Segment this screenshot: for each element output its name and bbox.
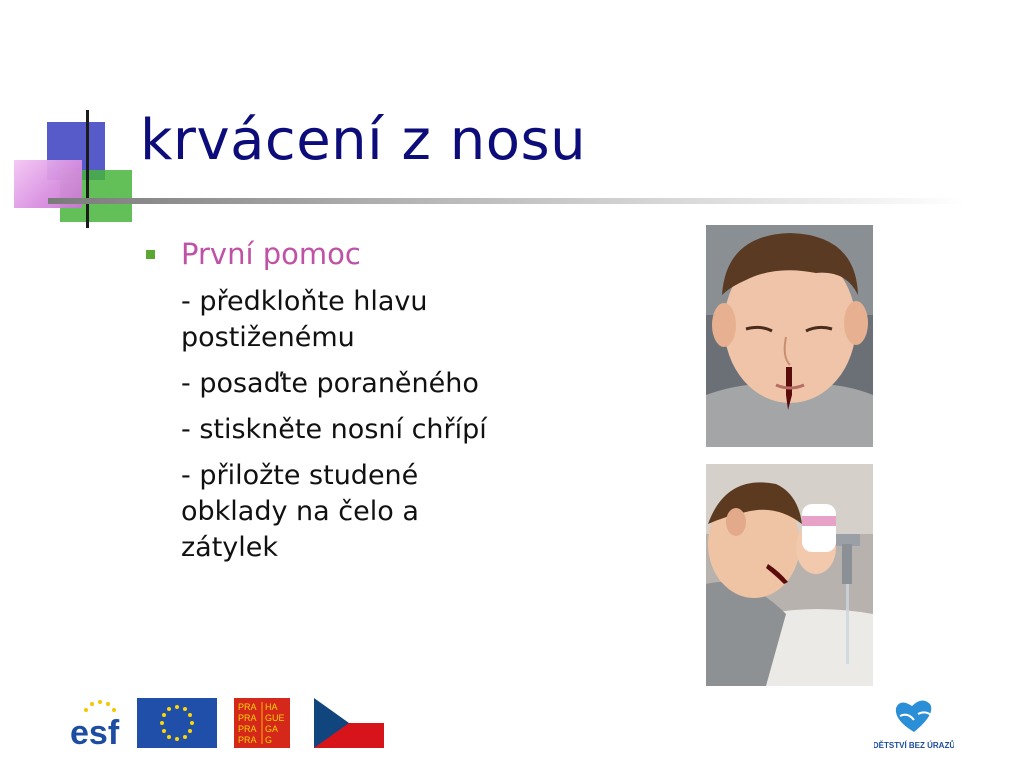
decor-vertical-line	[86, 110, 89, 228]
praha-cell-8: G	[265, 735, 273, 745]
logo-praha	[234, 698, 290, 748]
slide-title: krvácení z nosu	[140, 108, 587, 173]
praha-cell-3: PRA	[238, 713, 257, 723]
logo-esf	[68, 698, 130, 748]
photo-boy-sink	[706, 464, 873, 686]
praha-cell-7: PRA	[238, 735, 257, 745]
praha-cell-6: GA	[265, 724, 279, 734]
sub-line-1: - předkloňte hlavu postiženému	[181, 286, 428, 353]
bullet-square-icon	[146, 250, 155, 259]
logo-detstvi-bez-urazu	[874, 694, 954, 752]
photo-boy-nosebleed	[706, 225, 873, 447]
sub-line-3: - stiskněte nosní chřípí	[181, 414, 487, 445]
logo-eu-flag	[137, 698, 217, 748]
praha-cell-2: HA	[265, 702, 278, 712]
title-underline	[48, 198, 968, 204]
logo-czech-flag	[314, 698, 384, 748]
esf-logo-text: esf	[70, 714, 120, 748]
bullet-item	[146, 234, 666, 274]
detstvi-text: DĚTSTVÍ BEZ ÚRAZŮ	[874, 741, 954, 750]
sub-line-4: - přiložte studené obklady na čelo a zátylek	[181, 460, 419, 563]
praha-cell-1: PRA	[238, 702, 257, 712]
bullet-heading: První pomoc	[181, 237, 361, 271]
praha-cell-5: PRA	[238, 724, 257, 734]
sub-line-2: - posaďte poraněného	[181, 368, 479, 399]
praha-cell-4: GUE	[265, 713, 285, 723]
slide-content	[146, 234, 666, 566]
